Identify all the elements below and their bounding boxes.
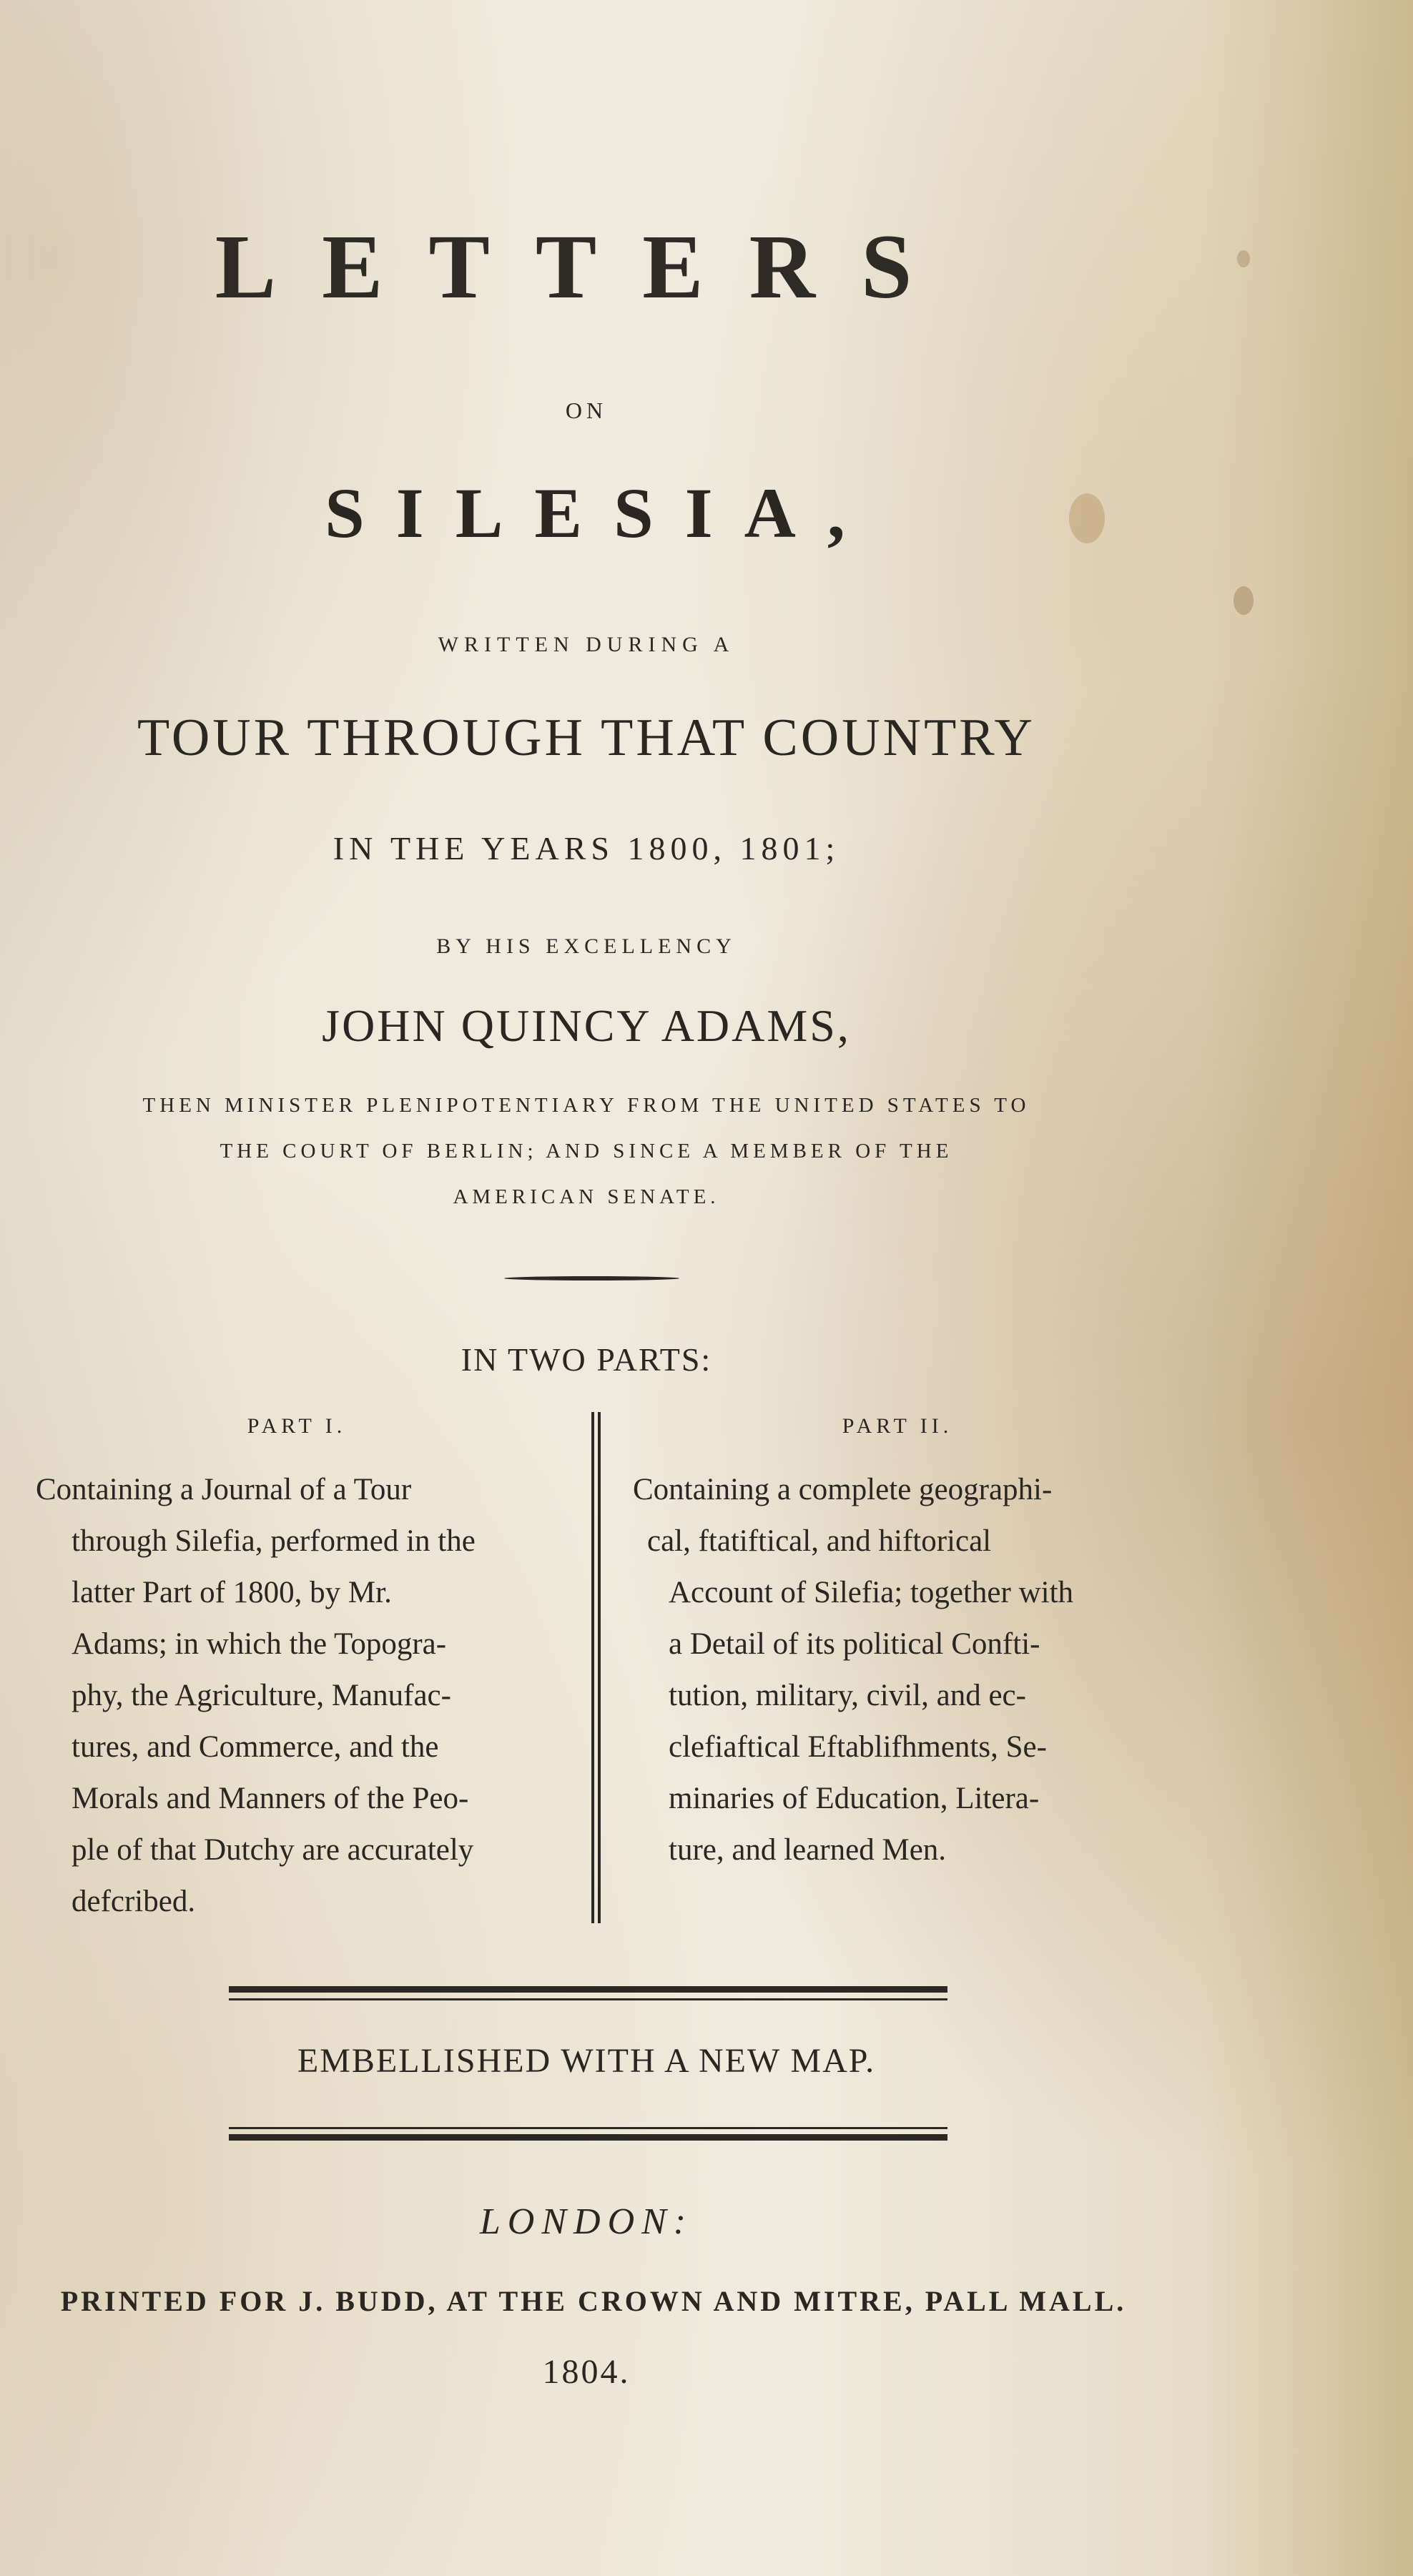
title-on: ON xyxy=(565,398,608,423)
text-line: cal, ftatiftical, and hiftorical xyxy=(647,1524,992,1558)
text-line: Containing a complete geographi- xyxy=(633,1473,1053,1506)
written-during: WRITTEN DURING A xyxy=(438,633,735,656)
text-line: defcribed. xyxy=(72,1885,196,1918)
thick-rule xyxy=(229,2134,947,2141)
part-two-column xyxy=(633,1408,1162,1876)
book-subject: SILESIA, xyxy=(325,473,877,553)
part-one-text xyxy=(36,1464,558,1928)
text-line: Adams; in which the Topogra- xyxy=(72,1627,447,1661)
text-line: clefiaftical Eftablifhments, Se- xyxy=(669,1730,1047,1764)
author-name: JOHN QUINCY ADAMS, xyxy=(322,1000,851,1051)
text-line: phy, the Agriculture, Manufac- xyxy=(72,1679,451,1712)
text-line: a Detail of its political Confti- xyxy=(669,1627,1040,1661)
text-line: Morals and Manners of the Peo- xyxy=(72,1782,469,1815)
imprint-year: 1804. xyxy=(542,2353,631,2391)
author-description-line: THE COURT OF BERLIN; AND SINCE A MEMBER OF THE xyxy=(220,1140,953,1163)
author-description-line: AMERICAN SENATE. xyxy=(453,1185,720,1208)
text-line: Containing a Journal of a Tour xyxy=(36,1473,412,1506)
tour-years: IN THE YEARS 1800, 1801; xyxy=(333,830,840,867)
text-line: minaries of Education, Litera- xyxy=(669,1782,1040,1815)
column-divider xyxy=(591,1412,594,1923)
thin-rule xyxy=(229,1998,947,2000)
by-line: BY HIS EXCELLENCY xyxy=(436,934,737,958)
text-line: through Silefia, performed in the xyxy=(72,1524,476,1558)
imprint-place: LONDON: xyxy=(479,2201,694,2242)
thick-rule xyxy=(229,1986,947,1993)
two-parts-heading: IN TWO PARTS: xyxy=(461,1341,712,1378)
author-description-line: THEN MINISTER PLENIPOTENTIARY FROM THE UNITED STATES TO xyxy=(142,1094,1030,1117)
tour-heading: TOUR THROUGH THAT COUNTRY xyxy=(137,709,1036,767)
short-divider xyxy=(504,1276,679,1280)
text-line: latter Part of 1800, by Mr. xyxy=(72,1576,392,1609)
imprint-printer: PRINTED FOR J. BUDD, AT THE CROWN AND MITRE, PALL MALL. xyxy=(60,2285,1127,2317)
text-line: tution, military, civil, and ec- xyxy=(669,1679,1026,1712)
foxing-stain xyxy=(1234,586,1254,615)
thin-rule xyxy=(229,2127,947,2129)
part-one-column xyxy=(36,1408,558,1928)
text-line: ture, and learned Men. xyxy=(669,1833,947,1867)
text-line: Account of Silefia; together with xyxy=(669,1576,1074,1609)
embellished-note: EMBELLISHED WITH A NEW MAP. xyxy=(297,2042,876,2080)
text-line: tures, and Commerce, and the xyxy=(72,1730,439,1764)
part-two-heading: PART II. xyxy=(842,1414,953,1438)
column-divider xyxy=(598,1412,601,1923)
part-two-text xyxy=(633,1464,1162,1876)
part-one-heading: PART I. xyxy=(247,1414,347,1438)
book-title: LETTERS xyxy=(215,216,958,317)
text-line: ple of that Dutchy are accurately xyxy=(72,1833,474,1867)
foxing-stain xyxy=(1237,250,1250,267)
